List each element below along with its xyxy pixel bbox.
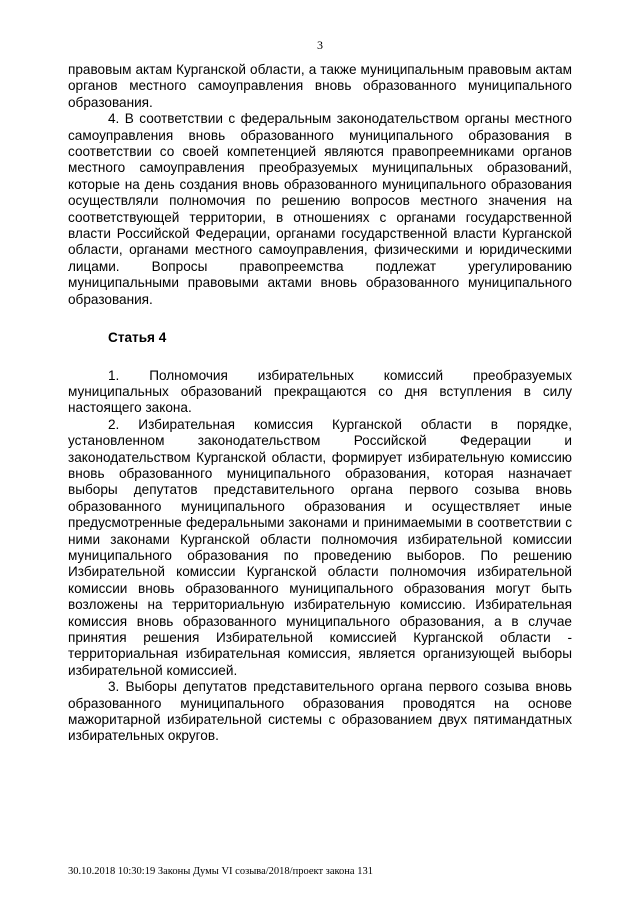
paragraph-continuation: правовым актам Курганской области, а также муниципальным правовым актам органов местного самоуправления вновь образованного муниципального образования. <box>68 62 572 110</box>
page-number: 3 <box>317 38 323 52</box>
paragraph-item-1: 1. Полномочия избирательных комиссий преобразуемых муниципальных образований прекращаются со дня вступления в силу настоящего закона. <box>68 367 572 416</box>
document-body <box>68 62 572 745</box>
paragraph-item-4: 4. В соответствии с федеральным законодательством органы местного самоуправления вновь образованного муниципального образования в соответствии со своей компетенцией являются правопреемниками органов местного самоуправления преобразуемых муниципальных образований, которые на день создания вновь образованного муниципального образования осуществляли полномочия по решению вопросов местного значения на соответствующей территории, в отношениях с органами государственной власти Российской Федерации, органами государственной власти Курганской области, органами местного самоуправления, физическими и юридическими лицами. Вопросы правопреемства подлежат урегулированию муниципальными правовыми актами вновь образованного муниципального образования. <box>68 111 572 307</box>
article-heading: Статья 4 <box>108 330 167 346</box>
paragraph-item-3: 3. Выборы депутатов представительного органа первого созыва вновь образованного муниципального образования проводятся на основе мажоритарной избирательной системы с образованием двух пятимандатных избирательных округов. <box>68 679 572 744</box>
paragraph-item-2: 2. Избирательная комиссия Курганской области в порядке, установленном законодательством Российской Федерации и законодательством Курганской области, формирует избирательную комиссию вновь образованного муниципального образования, которая назначает выборы депутатов представительного органа первого созыва вновь образованного муниципального образования и осуществляет иные предусмотренные федеральными законами и принимаемыми в соответствии с ними законами Курганской области полномочия избирательной комиссии муниципального образования по проведению выборов. По решению Избирательной комиссии Курганской области полномочия избирательной комиссии вновь образованного муниципального образования могут быть возложены на территориальную избирательную комиссию. Избирательная комиссия вновь образованного муниципального образования, а в случае принятия решения Избирательной комиссией Курганской области - территориальная избирательная комиссия, является организующей выборы избирательной комиссией. <box>68 416 572 678</box>
document-footer: 30.10.2018 10:30:19 Законы Думы VI созыва/2018/проект закона 131 <box>68 866 373 877</box>
